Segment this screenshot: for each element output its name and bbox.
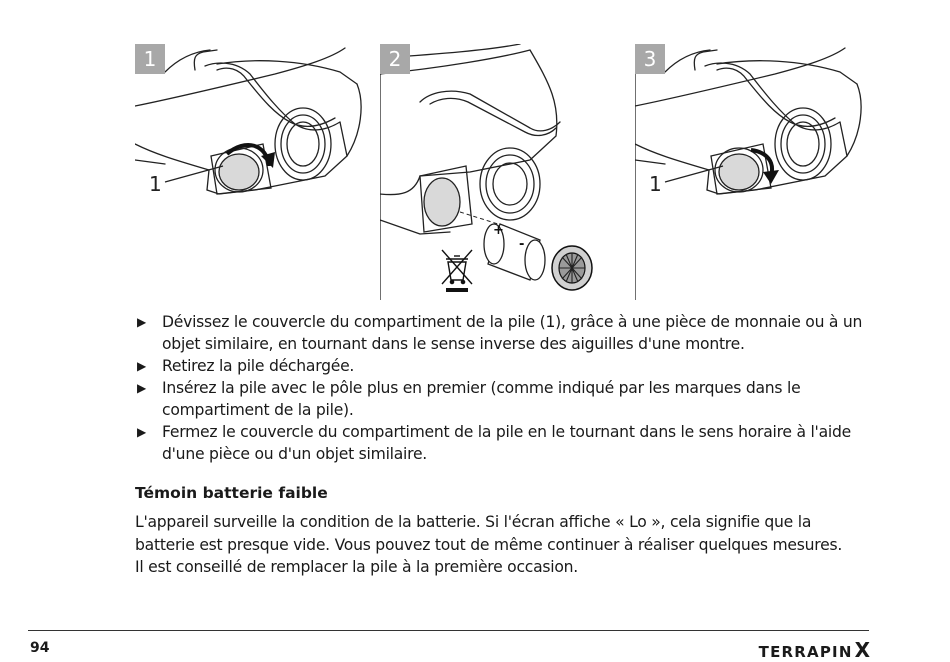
step-text: Fermez le couvercle du compartiment de la pile en le tournant dans le sens horaire à l'aide d'une pièce ou d'un objet similaire. — [162, 423, 851, 463]
instruction-list — [135, 311, 875, 465]
brand-logo — [759, 638, 870, 662]
step-text: Insérez la pile avec le pôle plus en premier (comme indiqué par les marques dans le compartiment de la pile). — [162, 379, 801, 419]
crossed-bin-icon — [442, 250, 472, 292]
figure-strip — [135, 44, 865, 300]
brand-name: TERRAPIN — [758, 643, 853, 661]
brand-mark: X — [854, 638, 870, 662]
figure-3-callout: 1 — [649, 172, 662, 196]
step-text: Dévissez le couvercle du compartiment de la pile (1), grâce à une pièce de monnaie ou à un objet similaire, en tournant dans le sense inverse des aiguilles d'une montre. — [162, 313, 863, 353]
bullet-icon: ▶ — [137, 359, 146, 373]
figure-3-number: 3 — [635, 44, 665, 74]
footer-divider — [28, 630, 869, 631]
figure-3-drawing — [635, 44, 865, 300]
page-number: 94 — [30, 640, 50, 656]
bullet-icon: ▶ — [137, 425, 146, 439]
figure-2-drawing — [380, 44, 612, 300]
list-item — [135, 311, 875, 355]
figure-1-drawing — [135, 44, 367, 300]
figure-1-number: 1 — [135, 44, 165, 74]
bullet-icon: ▶ — [137, 315, 146, 329]
bullet-icon: ▶ — [137, 381, 146, 395]
figure-1 — [135, 44, 367, 300]
figure-3 — [635, 44, 865, 300]
figure-1-callout: 1 — [149, 172, 162, 196]
list-item — [135, 355, 875, 377]
battery-cap-icon — [552, 246, 592, 290]
battery-plus-label: + — [493, 223, 504, 238]
figure-2-number: 2 — [380, 44, 410, 74]
battery-minus-label: - — [519, 237, 525, 252]
section-heading: Témoin batterie faible — [135, 484, 328, 502]
figure-2 — [380, 44, 612, 300]
list-item — [135, 377, 875, 421]
section-paragraph: L'appareil surveille la condition de la batterie. Si l'écran affiche « Lo », cela signifie que la batterie est presque vide. Vous pouvez tout de même continuer à réaliser quelques mesures. Il est conseillé de remplacer la pile à la première occasion. — [135, 513, 843, 576]
list-item — [135, 421, 875, 465]
step-text: Retirez la pile déchargée. — [162, 357, 355, 375]
